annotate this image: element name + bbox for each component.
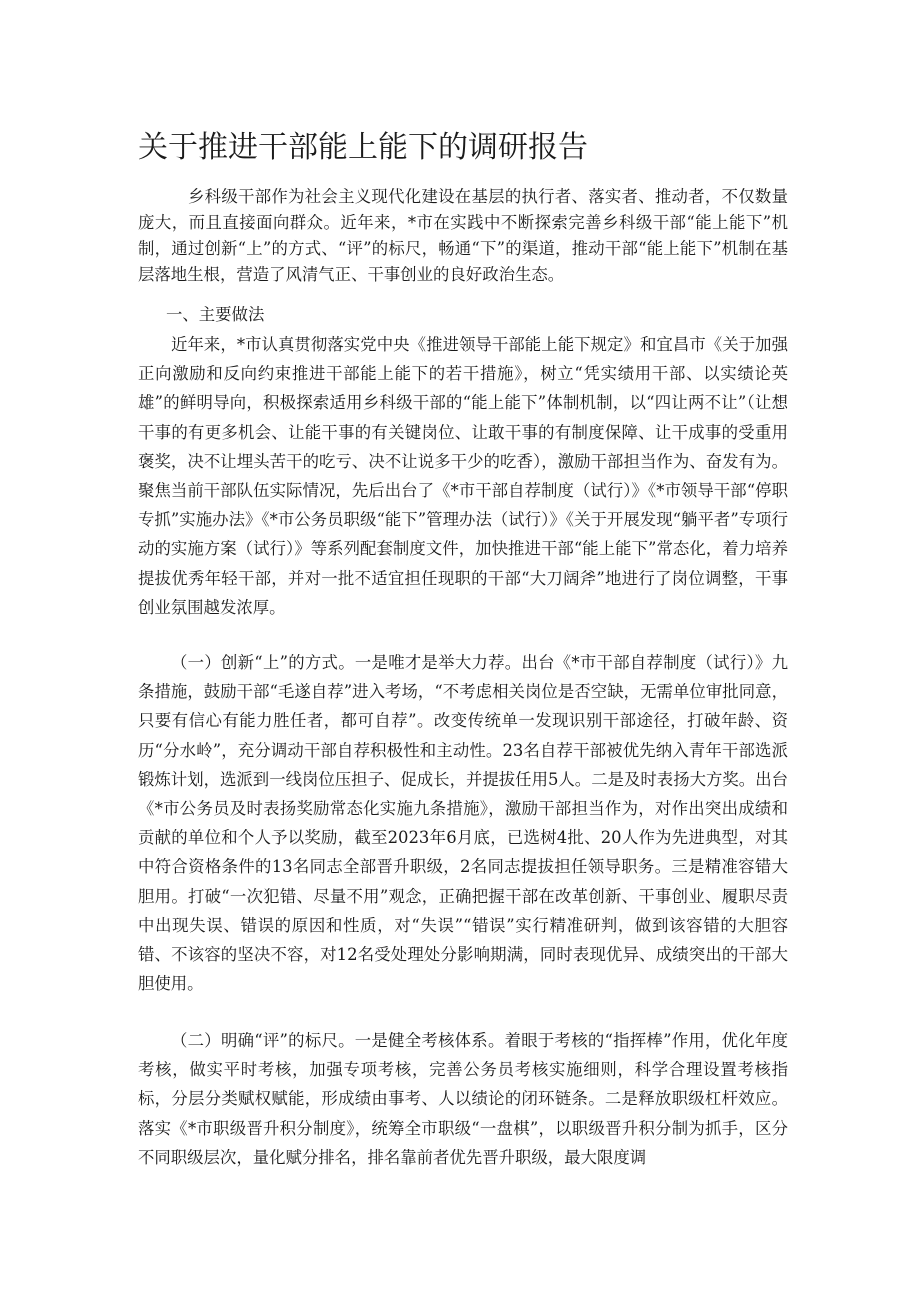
overview-paragraph: 近年来，*市认真贯彻落实党中央《推进领导干部能上能下规定》和宜昌市《关于加强正向激励和反向约束推进干部能上能下的若干措施》，树立“凭实绩用干部、以实绩论英雄”的鲜明导向，积极探索适用乡科级干部的“能上能下”体制机制，以“四让两不让”（让想干事的有更多机会、让能干事的有关键岗位、让敢干事的有制度保障、让干成事的受重用褒奖，决不让埋头苦干的吃亏、决不让说多干少的吃香），激励干部担当作为、奋发有为。聚焦当前干部队伍实际情况，先后出台了《*市干部自荐制度（试行）》《*市领导干部“停职专抓”实施办法》《*市公务员职级“能下”管理办法（试行）》《关于开展发现“躺平者”专项行动的实施方案（试行）》等系列配套制度文件，加快推进干部“能上能下”常态化，着力培养提拔优秀年轻干部，并对一批不适宜担任现职的干部“大刀阔斧”地进行了岗位调整，干事创业氛围越发浓厚。 <box>138 335 788 617</box>
section-heading-main-practices: 一、主要做法 <box>166 305 265 324</box>
section-1-paragraph: （一）创新“上”的方式。一是唯才是举大力荐。出台《*市干部自荐制度（试行）》九条措施，鼓励干部“毛遂自荐”进入考场，“不考虑相关岗位是否空缺，无需单位审批同意，只要有信心有能力胜任者，都可自荐”。改变传统单一发现识别干部途径，打破年龄、资历“分水岭”，充分调动干部自荐积极性和主动性。23名自荐干部被优先纳入青年干部选派锻炼计划，选派到一线岗位压担子、促成长，并提拔任用5人。二是及时表扬大方奖。出台《*市公务员及时表扬奖励常态化实施九条措施》，激励干部担当作为，对作出突出成绩和贡献的单位和个人予以奖励，截至2023年6月底，已选树4批、20人作为先进典型，对其中符合资格条件的13名同志全部晋升职级，2名同志提拔担任领导职务。三是精准容错大胆用。打破“一次犯错、尽量不用”观念，正确把握干部在改革创新、干事创业、履职尽责中出现失误、错误的原因和性质，对“失误”“错误”实行精准研判，做到该容错的大胆容错、不该容的坚决不容，对12名受处理处分影响期满，同时表现优异、成绩突出的干部大胆使用。 <box>138 653 788 994</box>
intro-paragraph: 乡科级干部作为社会主义现代化建设在基层的执行者、落实者、推动者，不仅数量庞大，而且直接面向群众。近年来，*市在实践中不断探索完善乡科级干部“能上能下”机制，通过创新“上”的方式、“评”的标尺，畅通“下”的渠道，推动干部“能上能下”机制在基层落地生根，营造了风清气正、干事创业的良好政治生态。 <box>138 187 788 284</box>
section-2-paragraph: （二）明确“评”的标尺。一是健全考核体系。着眼于考核的“指挥棒”作用，优化年度考核，做实平时考核，加强专项考核，完善公务员考核实施细则，科学合理设置考核指标，分层分类赋权赋能，形成绩由事考、人以绩论的闭环链条。二是释放职级杠杆效应。落实《*市职级晋升积分制度》，统筹全市职级“一盘棋”，以职级晋升积分制为抓手，区分不同职级层次，量化赋分排名，排名靠前者优先晋升职级，最大限度调 <box>138 1031 788 1167</box>
document-title: 关于推进干部能上能下的调研报告 <box>138 130 588 165</box>
